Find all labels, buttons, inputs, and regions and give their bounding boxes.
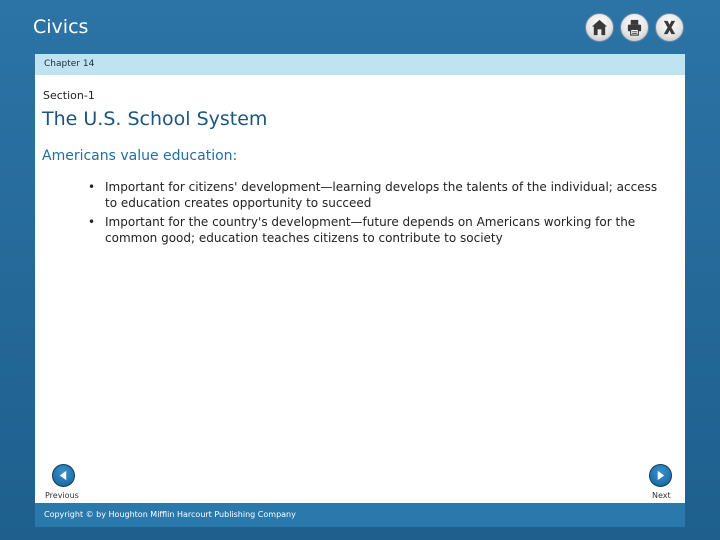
section-label: Section-1: [43, 89, 95, 102]
close-button[interactable]: [655, 13, 684, 42]
bullet-dot: •: [88, 180, 96, 194]
subheading: Americans value education:: [42, 148, 238, 164]
home-icon: [590, 18, 609, 37]
home-button[interactable]: [585, 13, 614, 42]
app-title: Civics: [33, 16, 89, 38]
previous-label[interactable]: Previous: [45, 491, 79, 500]
list-item: [87, 179, 667, 211]
top-toolbar: [585, 13, 684, 43]
chapter-header: Chapter 14: [35, 54, 685, 75]
bullet-list: [87, 179, 667, 249]
list-item: [87, 214, 667, 246]
arrow-right-icon: [655, 470, 666, 481]
print-icon: [625, 18, 644, 37]
bullet-text: Important for citizens' development—learning develops the talents of the individual; access to education creates opportunity to succeed: [105, 180, 658, 210]
bullet-text: Important for the country's development—future depends on Americans working for the common good; education teaches citizens to contribute to society: [105, 215, 636, 245]
close-icon: [660, 18, 679, 37]
previous-button[interactable]: [52, 464, 75, 487]
next-button[interactable]: [649, 464, 672, 487]
next-label[interactable]: Next: [652, 491, 671, 500]
page-title: The U.S. School System: [42, 108, 268, 130]
bullet-dot: •: [88, 215, 96, 229]
print-button[interactable]: [620, 13, 649, 42]
copyright-footer: Copyright © by Houghton Mifflin Harcourt Publishing Company: [35, 503, 685, 527]
arrow-left-icon: [58, 470, 69, 481]
slide-content: [35, 75, 685, 503]
